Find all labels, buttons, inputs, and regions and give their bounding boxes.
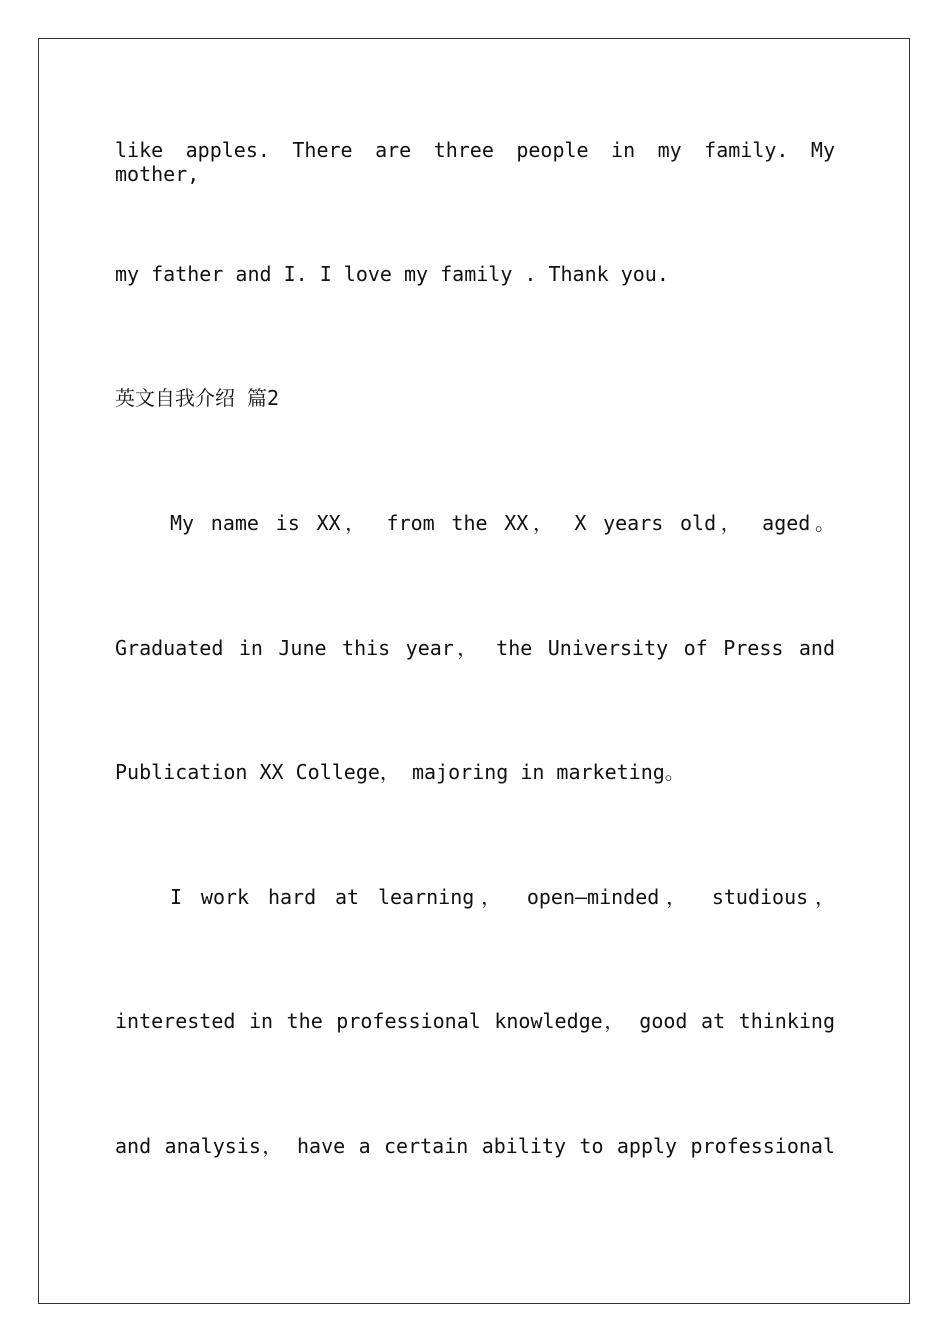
paragraph-line: and analysis， have a certain ability to apply professional [115,1134,835,1158]
paragraph-line: interested in the professional knowledge， good at thinking [115,1009,835,1033]
paragraph-line: like apples. There are three people in my family. My mother, [115,138,835,186]
paragraph-line: Graduated in June this year， the University of Press and [115,636,835,660]
section-heading: 英文自我介绍 篇2 [115,386,280,410]
paragraph-line: Publication XX College， majoring in marketing。 [115,760,685,784]
paragraph-line: my father and I. I love my family . Thank you. [115,262,669,286]
paragraph-line: I work hard at learning， open—minded， studious， [170,885,835,909]
document-page [38,38,910,1304]
paragraph-line: My name is XX， from the XX， X years old， aged。 [170,511,835,535]
